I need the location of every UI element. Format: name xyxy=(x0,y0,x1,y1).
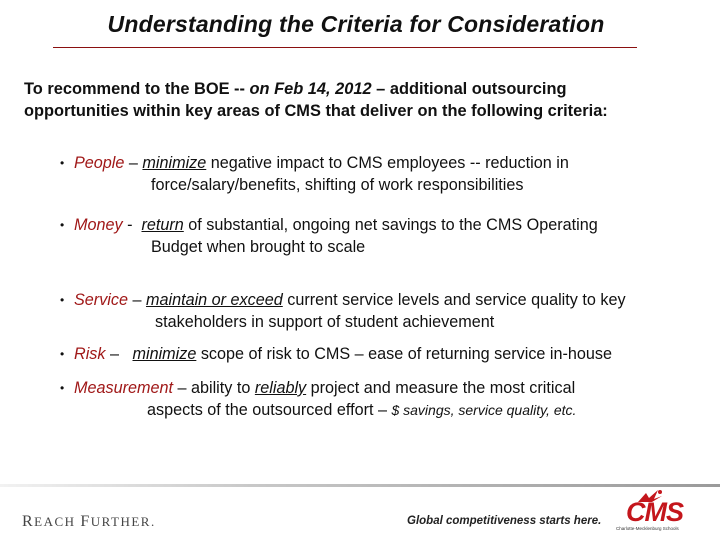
criterion-sep: – xyxy=(105,345,133,363)
criterion-line1 xyxy=(74,343,612,365)
criterion-line1 xyxy=(74,214,598,236)
footer-tagline: Global competitiveness starts here. xyxy=(407,515,602,527)
criterion-sep: - xyxy=(122,216,142,234)
intro-text-b: – additional outsourcing xyxy=(371,80,567,98)
bullet-icon: • xyxy=(60,156,65,170)
intro-date: on Feb 14, 2012 xyxy=(249,80,372,98)
intro-paragraph xyxy=(24,78,714,122)
criterion-rest: negative impact to CMS employees -- reduction in xyxy=(206,154,569,172)
criterion-line2: Budget when brought to scale xyxy=(151,238,366,256)
bullet-icon: • xyxy=(60,347,65,361)
criterion-rest: scope of risk to CMS – ease of returning service in-house xyxy=(196,345,613,363)
footer-divider xyxy=(0,484,720,487)
criterion-rest: project and measure the most critical xyxy=(306,379,576,397)
bullet-icon: • xyxy=(60,381,65,395)
reach-initial: R xyxy=(22,513,35,530)
further-rest: URTHER. xyxy=(90,514,156,529)
criterion-emphasis: return xyxy=(141,216,184,234)
criterion-key: Service xyxy=(74,291,128,309)
reach-further-logo xyxy=(22,513,156,531)
criterion-emphasis: minimize xyxy=(142,154,207,172)
criterion-key: Money xyxy=(74,216,123,234)
reach-rest: EACH xyxy=(34,514,81,529)
criterion-line2-text: aspects of the outsourced effort – xyxy=(147,401,392,419)
criterion-emphasis: minimize xyxy=(132,345,197,363)
title-underline xyxy=(53,47,637,48)
criterion-line2: force/salary/benefits, shifting of work responsibilities xyxy=(151,176,524,194)
intro-text-a: To recommend to the BOE -- xyxy=(24,80,250,98)
logo-subtitle: Charlotte-Mecklenburg Schools xyxy=(616,526,679,531)
criterion-line1 xyxy=(74,152,569,174)
criterion-line2-tail: $ savings, service quality, etc. xyxy=(391,402,577,418)
criterion-emphasis: reliably xyxy=(254,379,307,397)
criterion-key: Risk xyxy=(74,345,106,363)
criterion-rest: of substantial, ongoing net savings to the CMS Operating xyxy=(183,216,598,234)
criterion-sep: – xyxy=(127,291,146,309)
criterion-key: Measurement xyxy=(74,379,173,397)
criterion-line2: stakeholders in support of student achievement xyxy=(155,313,495,331)
logo-wordmark: CMS xyxy=(626,497,683,527)
cms-logo xyxy=(612,489,698,535)
bullet-icon: • xyxy=(60,293,65,307)
criterion-key: People xyxy=(74,154,125,172)
criterion-sep: – ability to xyxy=(172,379,255,397)
slide-title: Understanding the Criteria for Consideration xyxy=(107,11,605,37)
bullet-icon: • xyxy=(60,218,65,232)
further-initial: F xyxy=(80,513,91,530)
criterion-rest: current service levels and service quality to key xyxy=(282,291,626,309)
criterion-sep: – xyxy=(124,154,143,172)
criterion-line1 xyxy=(74,289,626,311)
criterion-emphasis: maintain or exceed xyxy=(145,291,283,309)
criterion-line1 xyxy=(74,377,575,399)
intro-text-line2: opportunities within key areas of CMS that deliver on the following criteria: xyxy=(24,102,608,120)
criterion-line2 xyxy=(147,399,576,421)
